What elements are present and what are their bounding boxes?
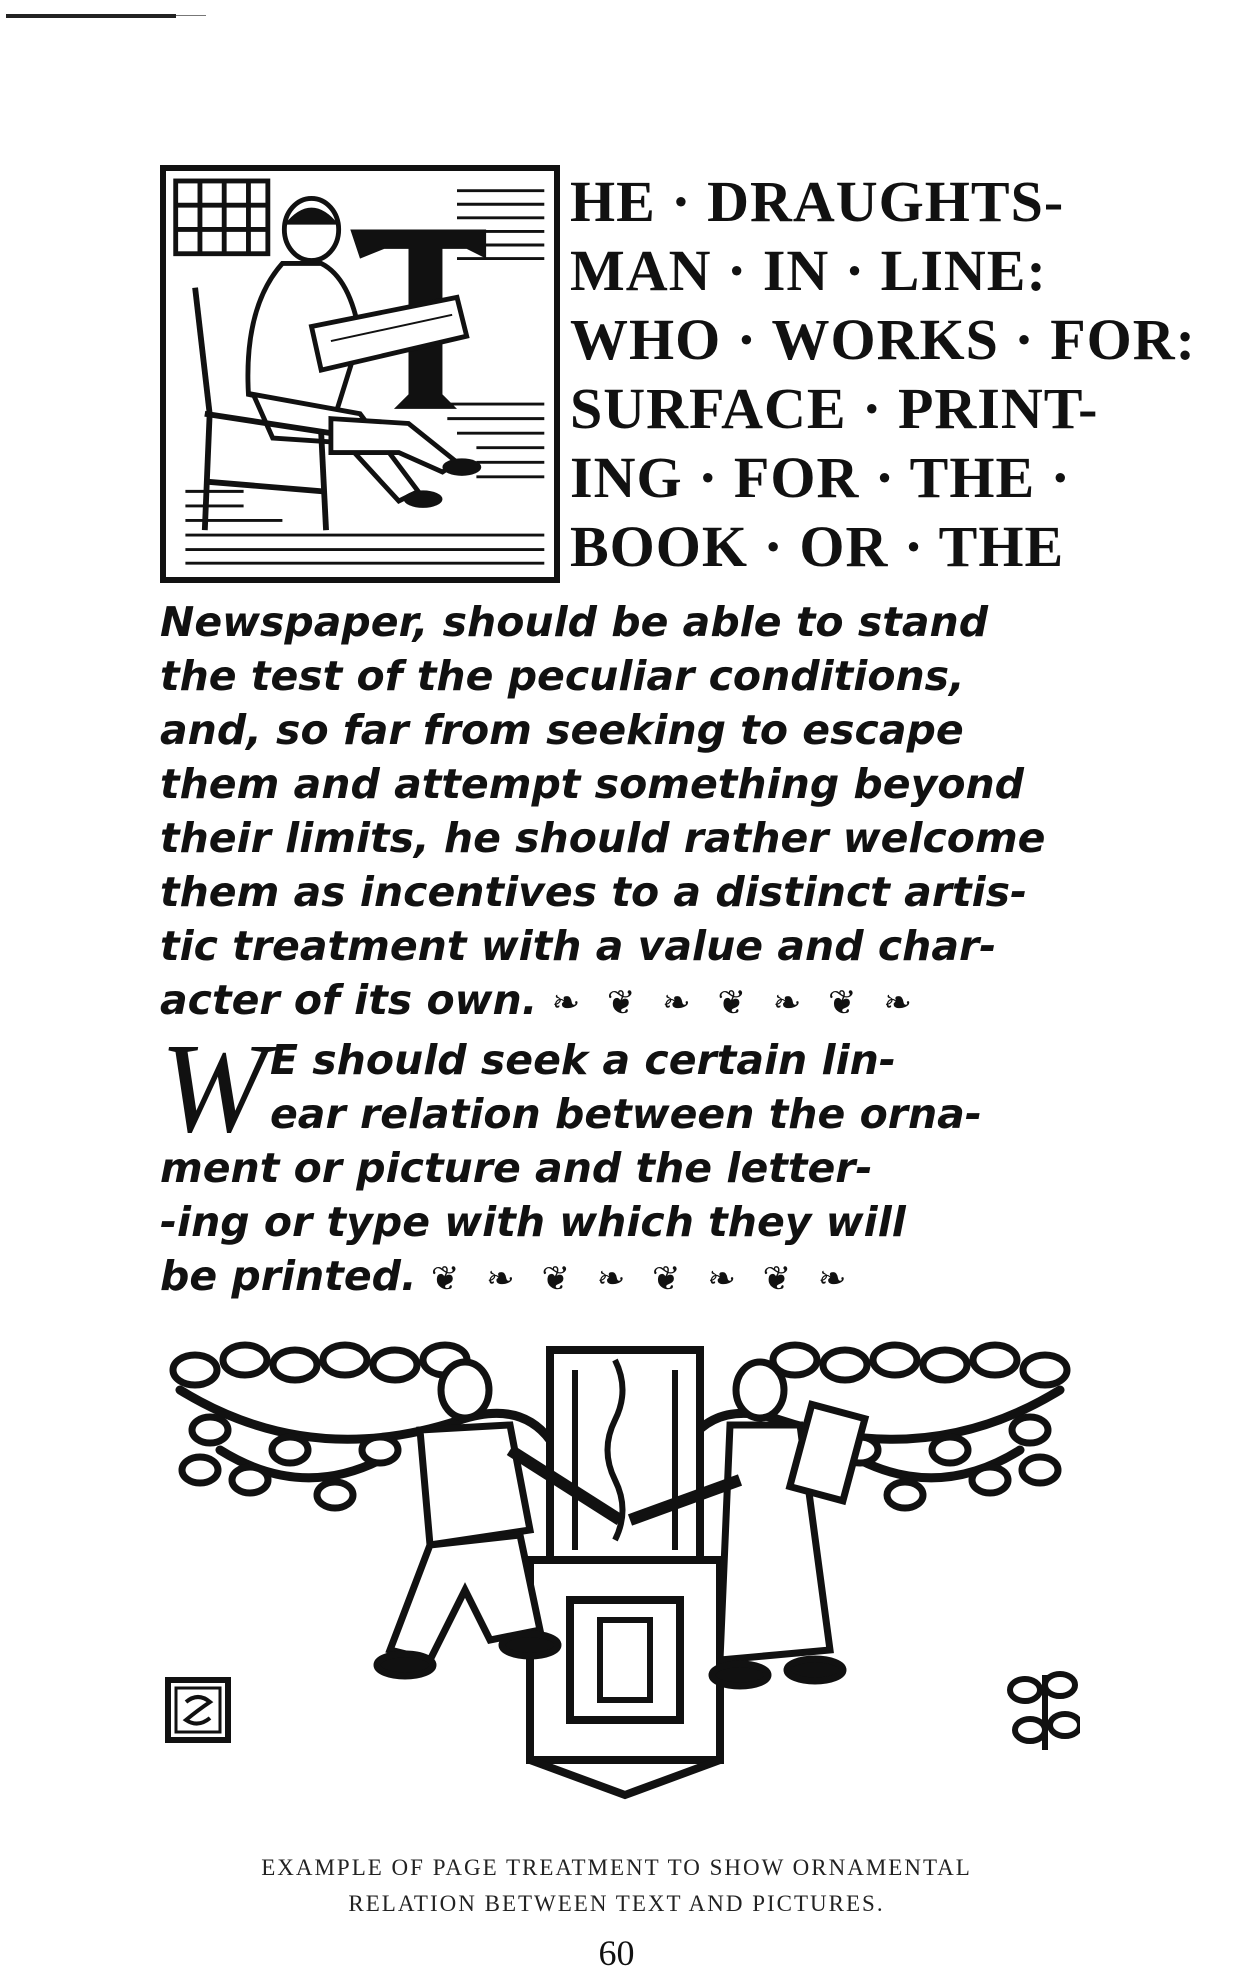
text-line-end: be printed. [160, 1252, 417, 1300]
text-line: tic treatment with a value and char- [160, 922, 997, 970]
text-line: them and attempt something beyond [160, 760, 1025, 808]
opening-block [160, 165, 1196, 595]
heading-line: SURFACE · PRINT- [570, 376, 1099, 441]
leaf-ornament-icon: ❧ ❦ ❧ ❦ ❧ ❦ ❧ [551, 983, 920, 1023]
heading-line: MAN · IN · LINE: [570, 238, 1047, 303]
text-line: ment or picture and the letter- [160, 1144, 873, 1192]
text-line: and, so far from seeking to escape [160, 706, 964, 754]
text-line-with-ornaments [160, 1249, 1080, 1303]
corner-rule-tail [176, 15, 206, 16]
paragraph-2 [160, 1017, 1080, 1303]
caption-line: EXAMPLE OF PAGE TREATMENT TO SHOW ORNAMENTAL [261, 1855, 972, 1880]
heading-line: HE · DRAUGHTS- [570, 169, 1065, 234]
caption-line: RELATION BETWEEN TEXT AND PICTURES. [348, 1891, 885, 1916]
page-content [160, 165, 1196, 1303]
paragraph-1 [160, 595, 1080, 1027]
drop-initial-w: W [160, 1017, 267, 1159]
text-line: ear relation between the orna- [270, 1090, 982, 1138]
leaf-ornament-icon: ❦ ❧ ❦ ❧ ❦ ❧ ❦ ❧ [430, 1259, 855, 1299]
monogram-icon [168, 1680, 228, 1740]
heading-line: ING · FOR · THE · [570, 445, 1071, 510]
text-line: Newspaper, should be able to stand [160, 598, 989, 646]
text-line: them as incentives to a distinct artis- [160, 868, 1028, 916]
page-number: 60 [598, 1933, 635, 1973]
text-line-with-ornaments [160, 973, 1080, 1027]
heading-line: BOOK · OR · THE [570, 514, 1065, 579]
figure-caption [0, 1850, 1233, 1922]
text-line: their limits, he should rather welcome [160, 814, 1046, 862]
initial-t-draughtsman-icon [160, 165, 560, 583]
heading-capitals [570, 167, 1196, 581]
heading-line: WHO · WORKS · FOR: [570, 307, 1196, 372]
text-line: E should seek a certain lin- [270, 1036, 896, 1084]
corner-rule [6, 14, 176, 18]
text-line: -ing or type with which they will [160, 1198, 906, 1246]
text-line-end: acter of its own. [160, 976, 538, 1024]
text-line: the test of the peculiar conditions, [160, 652, 965, 700]
printing-press-illustration [160, 1330, 1080, 1800]
